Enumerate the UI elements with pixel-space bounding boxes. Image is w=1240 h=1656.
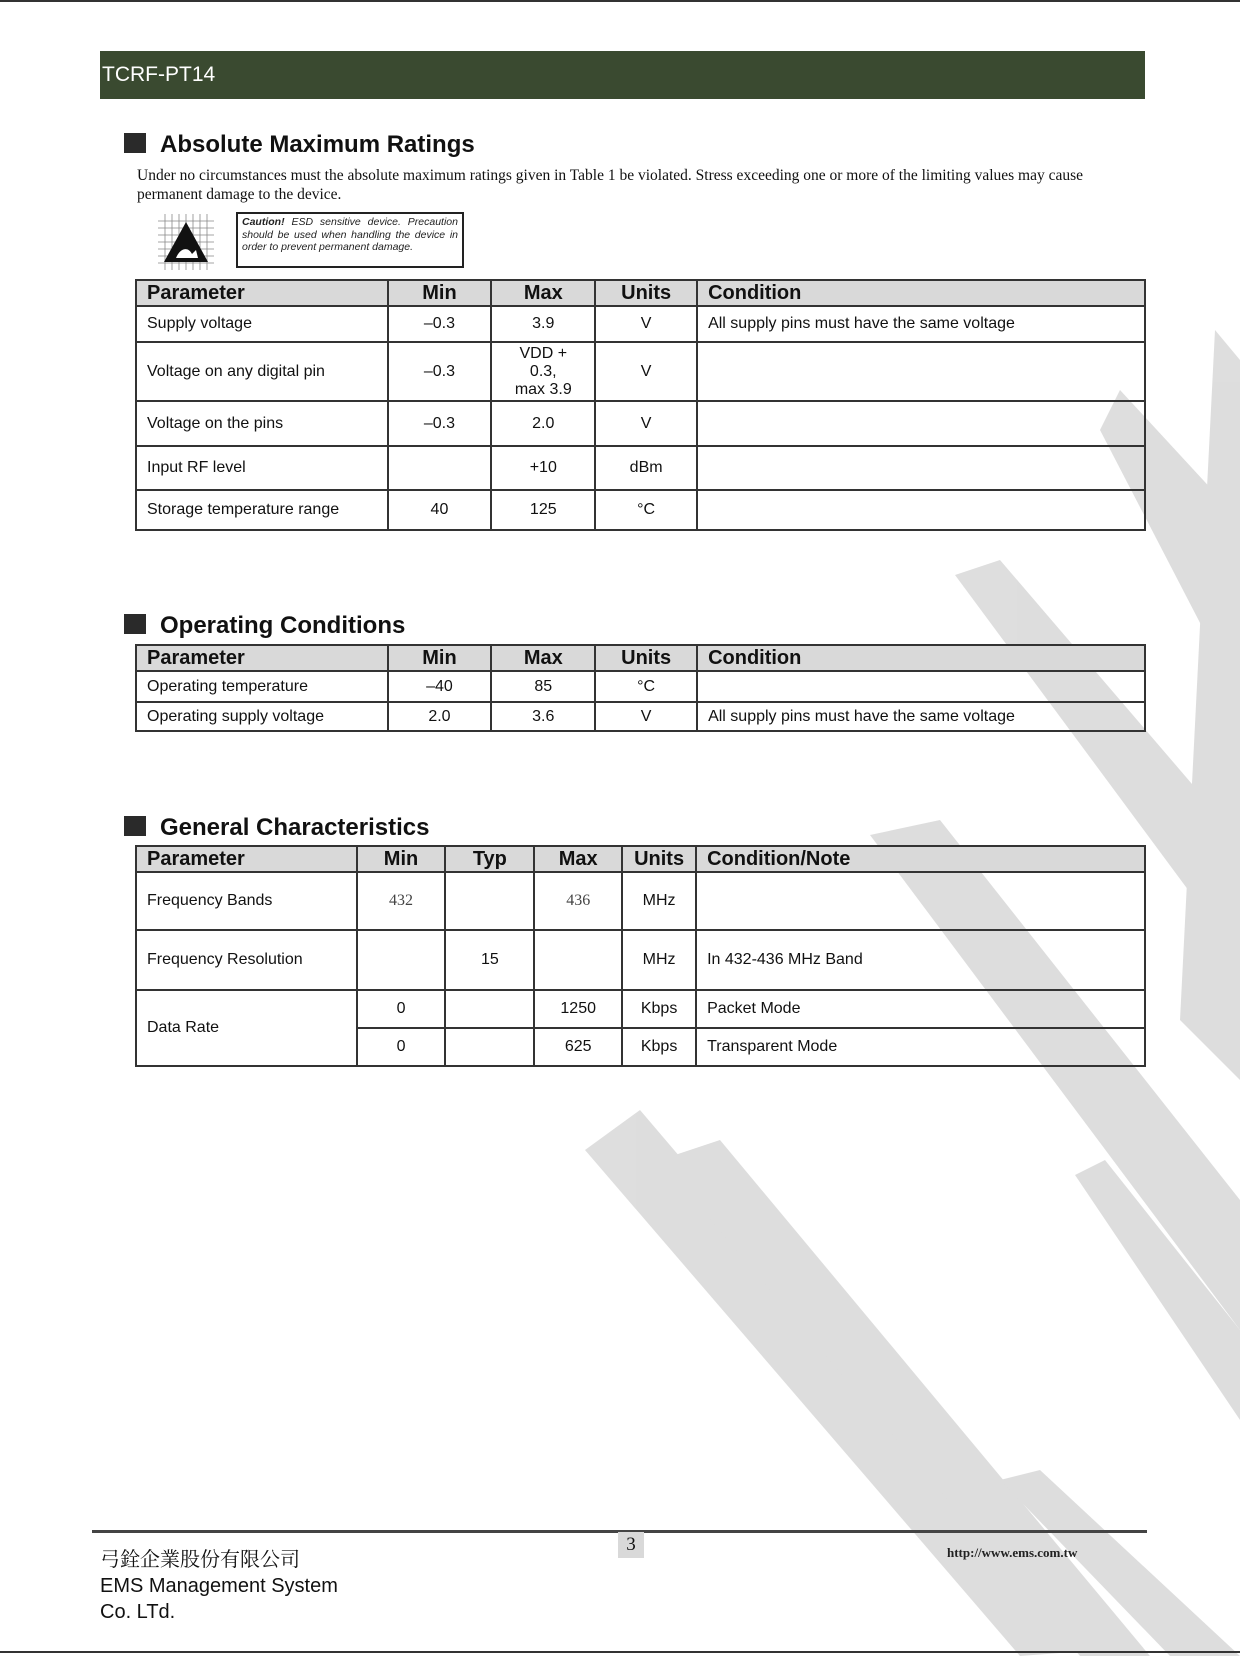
- section-title-operating: [124, 612, 405, 640]
- col-header: Units: [595, 280, 697, 306]
- cell-parameter: Voltage on the pins: [136, 401, 388, 446]
- cell-max: 625: [534, 1028, 622, 1066]
- col-header: Min: [357, 846, 446, 872]
- company-name-en-2: Co. LTd.: [100, 1601, 176, 1623]
- table-header-row: [136, 280, 1145, 306]
- company-name: [100, 1547, 338, 1625]
- cell-typ: 15: [445, 930, 534, 990]
- cell-units: Kbps: [622, 1028, 696, 1066]
- cell-units: V: [595, 401, 697, 446]
- cell-max: 85: [491, 671, 595, 702]
- cell-parameter: Voltage on any digital pin: [136, 342, 388, 401]
- cell-min: [357, 930, 446, 990]
- caution-text: ESD sensitive device. Precaution should be used when handling the device in order to prevent permanent damage.: [242, 216, 458, 253]
- cell-condition: All supply pins must have the same voltage: [697, 306, 1145, 342]
- col-header: Condition: [697, 645, 1145, 671]
- section-title-general: [124, 814, 429, 842]
- table-row: [136, 342, 1145, 401]
- company-name-en-1: EMS Management System: [100, 1575, 338, 1597]
- cell-min: –0.3: [388, 342, 492, 401]
- cell-condition: [696, 872, 1145, 930]
- cell-parameter: Operating supply voltage: [136, 702, 388, 731]
- table-row: [136, 872, 1145, 930]
- cell-parameter: Supply voltage: [136, 306, 388, 342]
- table-row: [136, 306, 1145, 342]
- cell-condition: [697, 490, 1145, 530]
- table-row: [136, 490, 1145, 530]
- col-header: Max: [534, 846, 622, 872]
- col-header: Parameter: [136, 846, 357, 872]
- section-title-absolute-max: [124, 131, 475, 159]
- table-header-row: [136, 846, 1145, 872]
- cell-min: [388, 446, 492, 490]
- cell-max: 1250: [534, 990, 622, 1028]
- cell-max: +10: [491, 446, 595, 490]
- cell-max: 3.9: [491, 306, 595, 342]
- cell-units: MHz: [622, 930, 696, 990]
- general-characteristics-table: [135, 845, 1146, 1067]
- cell-max-line: max 3.9: [514, 380, 572, 398]
- col-header: Max: [491, 280, 595, 306]
- cell-units: Kbps: [622, 990, 696, 1028]
- col-header: Units: [622, 846, 696, 872]
- esd-caution-box: [236, 212, 464, 268]
- table-row: [136, 702, 1145, 731]
- cell-condition: [697, 446, 1145, 490]
- website-link[interactable]: http://www.ems.com.tw: [947, 1545, 1078, 1560]
- section-bullet: [124, 614, 146, 634]
- table-row: [136, 401, 1145, 446]
- operating-conditions-table: [135, 644, 1146, 732]
- cell-units: °C: [595, 671, 697, 702]
- col-header: Min: [388, 280, 492, 306]
- section-bullet: [124, 816, 146, 836]
- cell-max-line: VDD +: [519, 344, 568, 362]
- table-header-row: [136, 645, 1145, 671]
- cell-parameter: Data Rate: [136, 990, 357, 1066]
- cell-max: 2.0: [491, 401, 595, 446]
- intro-paragraph: Under no circumstances must the absolute maximum ratings given in Table 1 be violated. Stress exceeding one or more of the limiting values may cause permanent damage to the device.: [137, 167, 1084, 203]
- cell-min: –0.3: [388, 401, 492, 446]
- col-header: Parameter: [136, 645, 388, 671]
- cell-min: –40: [388, 671, 492, 702]
- cell-units: °C: [595, 490, 697, 530]
- cell-parameter: Input RF level: [136, 446, 388, 490]
- cell-condition: All supply pins must have the same voltage: [697, 702, 1145, 731]
- cell-condition: [697, 401, 1145, 446]
- col-header: Condition/Note: [696, 846, 1145, 872]
- col-header: Min: [388, 645, 492, 671]
- col-header: Typ: [445, 846, 534, 872]
- table-row: [136, 930, 1145, 990]
- caution-label: Caution!: [242, 216, 285, 228]
- document-header-banner: TCRF-PT14: [100, 51, 1145, 99]
- cell-typ: [445, 1028, 534, 1066]
- company-name-cn: 弓銓企業股份有限公司: [100, 1549, 300, 1571]
- cell-parameter: Frequency Resolution: [136, 930, 357, 990]
- cell-min: 0: [357, 990, 446, 1028]
- cell-condition: [697, 671, 1145, 702]
- table-row: [136, 446, 1145, 490]
- cell-typ: [445, 990, 534, 1028]
- cell-condition: Transparent Mode: [696, 1028, 1145, 1066]
- cell-max: 125: [491, 490, 595, 530]
- section-title-text: Absolute Maximum Ratings: [160, 131, 475, 158]
- section-title-text: Operating Conditions: [160, 612, 406, 639]
- cell-min: 432: [357, 872, 446, 930]
- cell-units: MHz: [622, 872, 696, 930]
- cell-max: [491, 342, 595, 401]
- cell-parameter: Storage temperature range: [136, 490, 388, 530]
- cell-max: 3.6: [491, 702, 595, 731]
- col-header: Max: [491, 645, 595, 671]
- absolute-max-table: [135, 279, 1146, 531]
- cell-max-line: 0.3,: [529, 362, 557, 380]
- page-number: 3: [618, 1532, 644, 1558]
- cell-units: V: [595, 702, 697, 731]
- cell-condition: In 432-436 MHz Band: [696, 930, 1145, 990]
- cell-units: V: [595, 306, 697, 342]
- cell-units: dBm: [595, 446, 697, 490]
- col-header: Units: [595, 645, 697, 671]
- cell-units: V: [595, 342, 697, 401]
- cell-max: 436: [534, 872, 622, 930]
- cell-condition: Packet Mode: [696, 990, 1145, 1028]
- cell-min: 40: [388, 490, 492, 530]
- cell-min: –0.3: [388, 306, 492, 342]
- cell-min: 2.0: [388, 702, 492, 731]
- esd-warning-icon: [158, 214, 214, 270]
- cell-typ: [445, 872, 534, 930]
- table-row: [136, 990, 1145, 1028]
- col-header: Parameter: [136, 280, 388, 306]
- cell-parameter: Operating temperature: [136, 671, 388, 702]
- cell-parameter: Frequency Bands: [136, 872, 357, 930]
- col-header: Condition: [697, 280, 1145, 306]
- cell-min: 0: [357, 1028, 446, 1066]
- cell-max: [534, 930, 622, 990]
- section-title-text: General Characteristics: [160, 814, 430, 841]
- cell-condition: [697, 342, 1145, 401]
- section-bullet: [124, 133, 146, 153]
- table-row: [136, 671, 1145, 702]
